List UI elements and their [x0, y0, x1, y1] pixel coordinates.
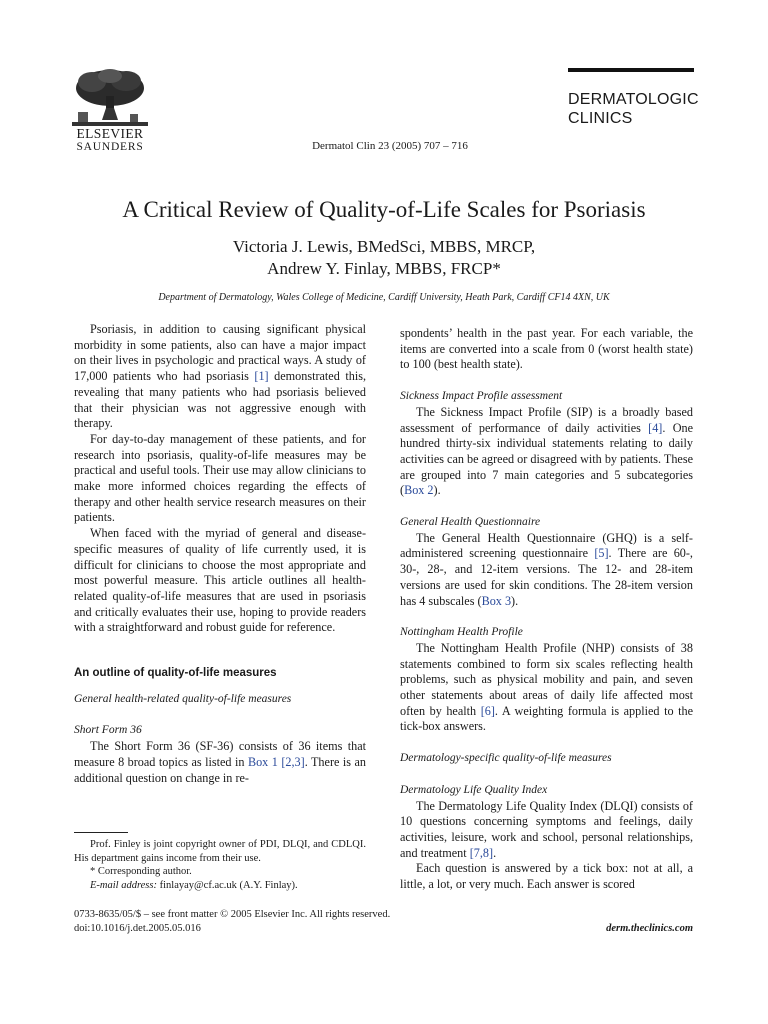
- body-paragraph: [74, 739, 366, 786]
- journal-header-rule: [568, 68, 694, 72]
- footnote-disclosure: Prof. Finley is joint copyright owner of PDI, DLQI, and CDLQI. His department gains income from their use.: [74, 839, 366, 864]
- subsection-heading: Sickness Impact Profile assessment: [400, 390, 563, 403]
- footnote-email: [74, 879, 366, 893]
- left-column: [74, 322, 366, 786]
- journal-name-line2: CLINICS: [568, 110, 633, 127]
- subsection-heading: Dermatology Life Quality Index: [400, 783, 548, 796]
- footnote-corresponding: * Corresponding author.: [90, 866, 192, 877]
- author-line-2: Andrew Y. Finlay, MBBS, FRCP*: [267, 259, 501, 278]
- journal-website[interactable]: derm.theclinics.com: [606, 923, 693, 934]
- author-affiliation: Department of Dermatology, Wales College of Medicine, Cardiff University, Heath Park, Cardiff CF14 4XN, UK: [158, 292, 610, 303]
- body-paragraph: [400, 405, 693, 499]
- email-label: E-mail address:: [90, 879, 157, 891]
- section-heading: An outline of quality-of-life measures: [74, 667, 277, 680]
- citation-link[interactable]: [2,3]: [281, 754, 305, 769]
- text-run: Psoriasis, in addition to causing significant physical morbidity in some patients, also can have a major impact on their lives in psychologic and practical ways. A study of 17,000 patients who had psoriasis: [74, 322, 366, 384]
- body-paragraph: [400, 641, 693, 735]
- text-run: .: [493, 845, 497, 860]
- email-address[interactable]: finlayay@cf.ac.uk (A.Y. Finlay).: [156, 879, 298, 891]
- subsection-heading: Nottingham Health Profile: [400, 626, 523, 639]
- body-paragraph: For day-to-day management of these patients, and for research into psoriasis, quality-of-life measures may be practical and useful tools. Their use may allow clinicians to make more informed choices regarding the effects of therapy and other health service research measures on their patients.: [74, 431, 366, 525]
- box-link[interactable]: Box 1: [247, 754, 278, 769]
- footnotes: [74, 838, 366, 892]
- text-run: The Sickness Impact Profile (SIP) is a broadly based assessment of performance of daily activities: [400, 404, 693, 435]
- body-paragraph: [400, 799, 693, 862]
- journal-name-line1: DERMATOLOGIC: [568, 91, 699, 108]
- issn-line: 0733-8635/05/$ – see front matter © 2005 Elsevier Inc. All rights reserved.: [74, 909, 391, 920]
- subsection-heading: Dermatology-specific quality-of-life measures: [400, 752, 612, 765]
- citation-link[interactable]: [1]: [254, 369, 269, 384]
- citation-link[interactable]: [4]: [648, 420, 663, 435]
- body-paragraph: [74, 322, 366, 432]
- text-run: The Nottingham Health Profile (NHP) consists of 38 statements combined to form six scales reflecting health problems, such as physical mobility and pain, and seven other statements about areas of daily life affected most often by health: [400, 640, 693, 718]
- text-run: ).: [511, 593, 519, 608]
- article-title: A Critical Review of Quality-of-Life Scales for Psoriasis: [122, 197, 646, 222]
- text-run: The Dermatology Life Quality Index (DLQI) consists of 10 questions concerning symptoms and feelings, daily activities, leisure, work and school, personal relationships, and treatment: [400, 798, 693, 860]
- citation-link[interactable]: [7,8]: [469, 845, 494, 860]
- body-paragraph: spondents’ health in the past year. For each variable, the items are converted into a scale from 0 (worst health state) to 100 (best health state).: [400, 326, 693, 372]
- subsection-heading: Short Form 36: [74, 724, 142, 737]
- citation-link[interactable]: [6]: [480, 703, 495, 718]
- subsection-heading: General health-related quality-of-life measures: [74, 692, 292, 705]
- doi-line[interactable]: doi:10.1016/j.det.2005.05.016: [74, 923, 201, 934]
- text-run: demonstrated this, revealing that many patients who had psoriasis believed that their physician was not aggressive enough with therapy.: [74, 369, 367, 431]
- body-paragraph: Each question is answered by a tick box: not at all, a little, a lot, or very much. Each answer is scored: [400, 861, 693, 892]
- author-line-1: Victoria J. Lewis, BMedSci, MBBS, MRCP,: [232, 237, 536, 256]
- text-run: . A weighting formula is applied to the tick-box answers.: [400, 703, 693, 734]
- publisher-imprint: SAUNDERS: [76, 141, 144, 153]
- subsection-heading: General Health Questionnaire: [400, 516, 541, 529]
- text-run: ).: [433, 483, 441, 498]
- citation-link[interactable]: [5]: [594, 546, 609, 561]
- text-run: . One hundred thirty-six individual statements relating to daily activities can be agreed or disagreed with by patients. These are grouped into 7 main categories and 5 subcategories (: [400, 420, 693, 498]
- body-paragraph: When faced with the myriad of general and disease-specific measures of quality of life currently used, it is difficult for clinicians to choose the most appropriate and most powerful measure. This article outlines all health-related quality-of-life measures that are used in psoriasis and critically evaluates their use, hoping to provide readers with a straightforward and robust guide for reference.: [74, 526, 366, 635]
- elsevier-tree-logo: [72, 68, 148, 126]
- text-run: . There is an additional question on change in re-: [74, 754, 366, 785]
- body-paragraph: [400, 531, 693, 610]
- box-link[interactable]: Box 3: [481, 593, 512, 608]
- text-run: The General Health Questionnaire (GHQ) is a self-administered screening questionnaire: [400, 530, 693, 561]
- box-link[interactable]: Box 2: [404, 483, 434, 498]
- text-run: The Short Form 36 (SF-36) consists of 36 items that measure 8 broad topics as listed in: [74, 739, 366, 769]
- footnote-rule: [74, 832, 128, 833]
- text-run: . There are 60-, 30-, 28-, and 12-item versions. The 12- and 28-item versions are used for skin conditions. The 28-item version has 4 subscales (: [400, 546, 693, 608]
- journal-citation: Dermatol Clin 23 (2005) 707 – 716: [312, 140, 468, 152]
- publisher-name: ELSEVIER: [76, 126, 144, 141]
- right-column: [400, 326, 693, 893]
